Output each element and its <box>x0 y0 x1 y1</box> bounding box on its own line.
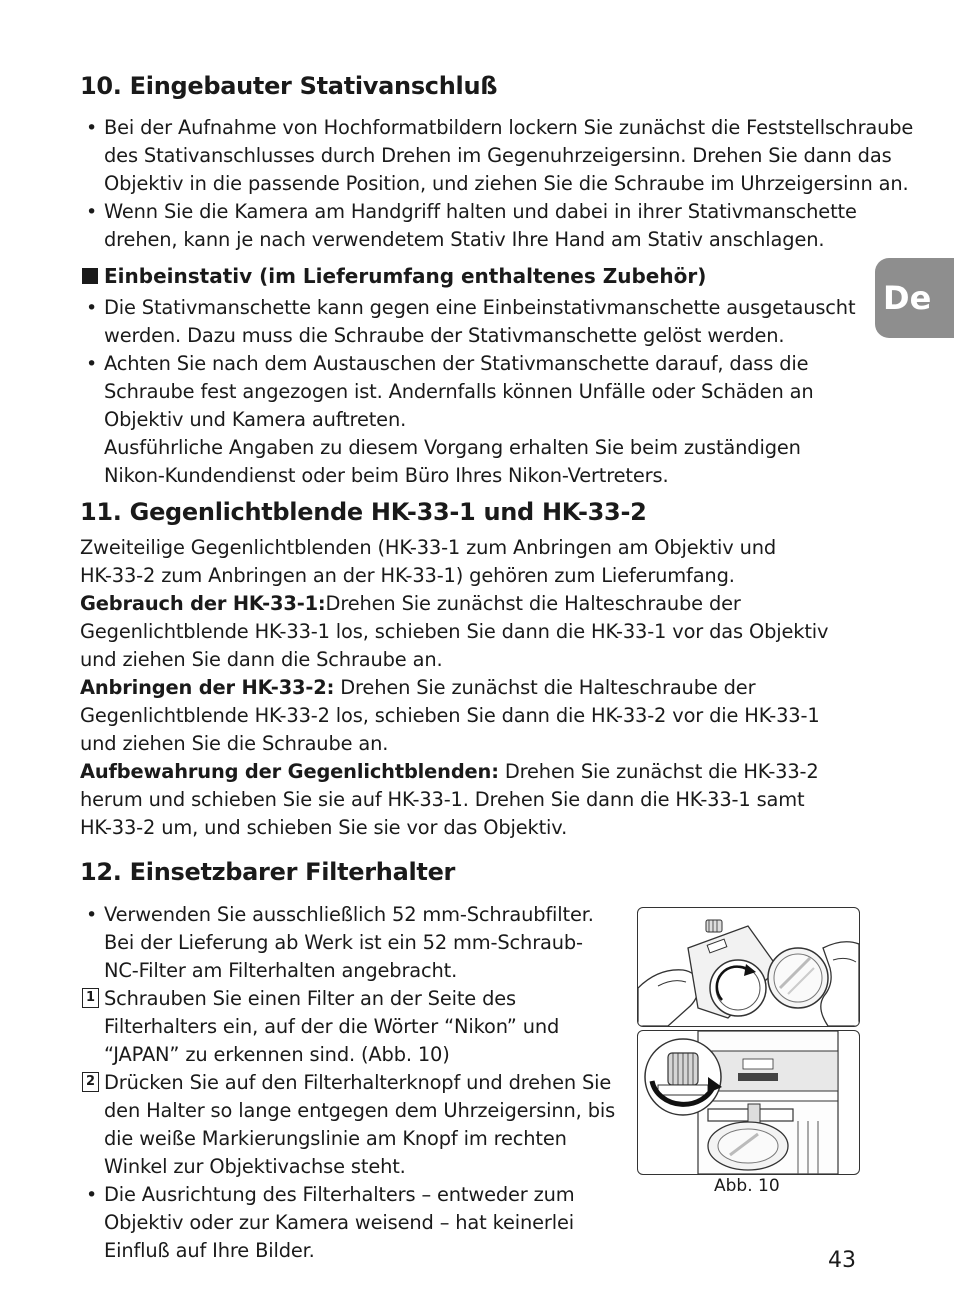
s11-store-line-3: HK-33-2 um, und schieben Sie sie vor das Objektiv. <box>80 816 568 839</box>
s12-line-12: Objektiv oder zur Kamera weisend – hat keinerlei <box>104 1211 575 1234</box>
s11-attach-line-3: und ziehen Sie die Schraube an. <box>80 732 389 755</box>
language-tab: De <box>875 258 954 338</box>
s12-line-11: Die Ausrichtung des Filterhalters – entweder zum <box>104 1183 575 1206</box>
s11-attach-line-2: Gegenlichtblende HK-33-2 los, schieben Sie dann die HK-33-2 vor die HK-33-1 <box>80 704 820 727</box>
step-1-number: 1 <box>82 988 99 1008</box>
bullet-icon: • <box>86 904 98 926</box>
s11-use-line-2: Gegenlichtblende HK-33-1 los, schieben Sie dann die HK-33-1 vor das Objektiv <box>80 620 829 643</box>
s12-line-9: die weiße Markierungslinie am Knopf im rechten <box>104 1127 567 1150</box>
s11-use-line-1 <box>80 590 741 618</box>
s12-line-8: den Halter so lange entgegen dem Uhrzeigersinn, bis <box>104 1099 616 1122</box>
figure-lens-knob <box>637 1030 860 1175</box>
square-bullet-icon <box>82 268 98 284</box>
s11-store-line-1 <box>80 758 819 786</box>
bullet-icon: • <box>86 297 98 319</box>
lens-knob-illustration <box>638 1031 859 1174</box>
attach-text: Drehen Sie zunächst die Halteschraube der <box>334 676 756 699</box>
s10-line-3: Objektiv in die passende Position, und ziehen Sie die Schraube im Uhrzeigersinn an. <box>104 172 909 195</box>
monopod-line-1: Die Stativmanschette kann gegen eine Einbeinstativmanschette ausgetauscht <box>104 296 856 319</box>
s10-line-5: drehen, kann je nach verwendetem Stativ Ihre Hand am Stativ anschlagen. <box>104 228 825 251</box>
s12-line-5: Filterhalters ein, auf der die Wörter “Nikon” und <box>104 1015 560 1038</box>
s12-line-2: Bei der Lieferung ab Werk ist ein 52 mm-Schraub- <box>104 931 583 954</box>
section-11-title: 11. Gegenlichtblende HK-33-1 und HK-33-2 <box>80 498 647 526</box>
monopod-line-6: Ausführliche Angaben zu diesem Vorgang erhalten Sie beim zuständigen <box>104 436 801 459</box>
store-label: Aufbewahrung der Gegenlichtblenden: <box>80 760 499 783</box>
s10-line-1: Bei der Aufnahme von Hochformatbildern lockern Sie zunächst die Feststellschraube <box>104 116 914 139</box>
section-12-title: 12. Einsetzbarer Filterhalter <box>80 858 456 886</box>
s12-line-13: Einfluß auf Ihre Bilder. <box>104 1239 315 1262</box>
store-text: Drehen Sie zunächst die HK-33-2 <box>498 760 819 783</box>
bullet-icon: • <box>86 201 98 223</box>
monopod-line-2: werden. Dazu muss die Schraube der Stativmanschette gelöst werden. <box>104 324 785 347</box>
attach-label: Anbringen der HK-33-2: <box>80 676 335 699</box>
s12-line-7: Drücken Sie auf den Filterhalterknopf und drehen Sie <box>104 1071 612 1094</box>
s11-intro-1: Zweiteilige Gegenlichtblenden (HK-33-1 zum Anbringen am Objektiv und <box>80 536 777 559</box>
bullet-icon: • <box>86 117 98 139</box>
monopod-line-7: Nikon-Kundendienst oder beim Büro Ihres Nikon-Vertreters. <box>104 464 669 487</box>
monopod-line-3: Achten Sie nach dem Austauschen der Stativmanschette darauf, dass die <box>104 352 809 375</box>
use-label: Gebrauch der HK-33-1: <box>80 592 326 615</box>
monopod-subtitle: Einbeinstativ (im Lieferumfang enthaltenes Zubehör) <box>104 264 707 288</box>
monopod-line-5: Objektiv und Kamera auftreten. <box>104 408 407 431</box>
figure-filter-holder <box>637 907 860 1027</box>
s12-line-1: Verwenden Sie ausschließlich 52 mm-Schraubfilter. <box>104 903 594 926</box>
filter-holder-illustration <box>638 908 859 1026</box>
s12-line-10: Winkel zur Objektivachse steht. <box>104 1155 406 1178</box>
s11-intro-2: HK-33-2 zum Anbringen an der HK-33-1) gehören zum Lieferumfang. <box>80 564 735 587</box>
s12-line-4: Schrauben Sie einen Filter an der Seite des <box>104 987 516 1010</box>
bullet-icon: • <box>86 1184 98 1206</box>
s11-store-line-2: herum und schieben Sie sie auf HK-33-1. Drehen Sie dann die HK-33-1 samt <box>80 788 805 811</box>
s11-use-line-3: und ziehen Sie dann die Schraube an. <box>80 648 443 671</box>
step-2-number: 2 <box>82 1072 99 1092</box>
bullet-icon: • <box>86 353 98 375</box>
s12-line-6: “JAPAN” zu erkennen sind. (Abb. 10) <box>104 1043 450 1066</box>
figure-caption: Abb. 10 <box>714 1176 780 1196</box>
s10-line-4: Wenn Sie die Kamera am Handgriff halten und dabei in ihrer Stativmanschette <box>104 200 857 223</box>
s10-line-2: des Stativanschlusses durch Drehen im Gegenuhrzeigersinn. Drehen Sie dann das <box>104 144 892 167</box>
section-10-title: 10. Eingebauter Stativanschluß <box>80 72 498 100</box>
s11-attach-line-1 <box>80 674 755 702</box>
monopod-line-4: Schraube fest angezogen ist. Andernfalls können Unfälle oder Schäden an <box>104 380 814 403</box>
s12-line-3: NC-Filter am Filterhalten angebracht. <box>104 959 458 982</box>
page-number: 43 <box>828 1248 856 1273</box>
use-text: Drehen Sie zunächst die Halteschraube der <box>325 592 741 615</box>
